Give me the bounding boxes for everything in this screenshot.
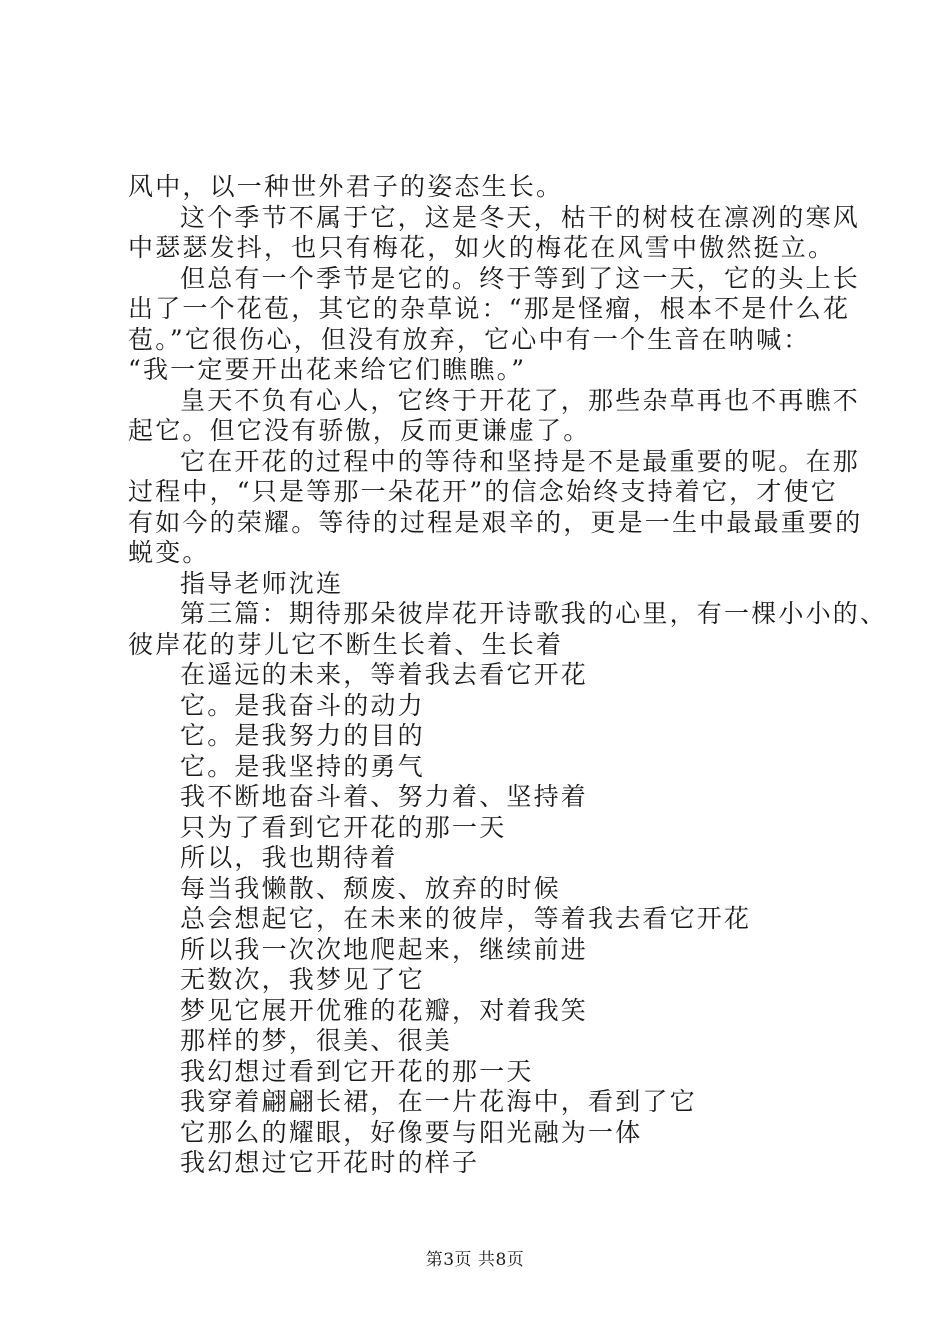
text-line: 它。是我坚持的勇气	[180, 751, 425, 781]
text-line: 我幻想过看到它开花的那一天	[180, 1056, 534, 1086]
text-line: 指导老师沈连	[180, 568, 344, 598]
text-line: 在遥远的未来，等着我去看它开花	[180, 660, 589, 689]
text-line: 它。是我努力的目的	[180, 721, 425, 750]
text-line: “我一定要开出花来给它们瞧瞧。”	[128, 355, 527, 384]
text-line: 梦见它展开优雅的花瓣，对着我笑	[180, 995, 589, 1025]
text-line: 那样的梦，很美、很美	[180, 1026, 453, 1055]
text-line: 皇天不负有心人，它终于开花了，那些杂草再也不再瞧不	[180, 385, 861, 415]
text-line: 所以我一次次地爬起来，继续前进	[180, 934, 589, 964]
text-line: 苞。”它很伤心，但没有放弃，它心中有一个生音在呐喊：	[128, 324, 811, 354]
text-line: 它那么的耀眼，好像要与阳光融为一体	[180, 1117, 643, 1147]
text-line: 每当我懒散、颓废、放弃的时候	[180, 873, 561, 903]
text-line: 中瑟瑟发抖，也只有梅花，如火的梅花在风雪中傲然挺立。	[128, 233, 836, 262]
text-line: 有如今的荣耀。等待的过程是艰辛的，更是一生中最最重要的	[128, 507, 863, 537]
text-line: 所以，我也期待着	[180, 843, 398, 872]
text-line: 过程中，“只是等那一朵花开”的信念始终支持着它，才使它	[128, 477, 838, 506]
text-line: 出了一个花苞，其它的杂草说：“那是怪瘤，根本不是什么花	[128, 294, 851, 323]
text-line: 我不断地奋斗着、努力着、坚持着	[180, 782, 589, 811]
page-footer: 第3页 共8页	[425, 1250, 525, 1270]
text-line: 起它。但它没有骄傲，反而更谦虚了。	[128, 416, 591, 445]
text-line: 它在开花的过程中的等待和坚持是不是最重要的呢。在那	[180, 446, 861, 476]
text-line: 我穿着翩翩长裙，在一片花海中，看到了它	[180, 1087, 697, 1116]
text-line: 第三篇：期待那朵彼岸花开诗歌我的心里，有一棵小小的、	[180, 599, 888, 628]
text-line: 只为了看到它开花的那一天	[180, 812, 507, 842]
text-line: 但总有一个季节是它的。终于等到了这一天，它的头上长	[180, 263, 861, 293]
text-line: 总会想起它，在未来的彼岸，等着我去看它开花	[180, 904, 752, 933]
text-line: 无数次，我梦见了它	[180, 965, 425, 994]
document-body	[128, 172, 888, 1179]
text-line: 它。是我奋斗的动力	[180, 690, 425, 720]
text-line: 这个季节不属于它，这是冬天，枯干的树枝在凛冽的寒风	[180, 202, 861, 232]
text-line: 我幻想过它开花时的样子	[180, 1148, 480, 1177]
text-line: 风中，以一种世外君子的姿态生长。	[128, 172, 564, 201]
text-line: 彼岸花的芽儿它不断生长着、生长着	[128, 629, 564, 659]
text-line: 蜕变。	[128, 538, 210, 567]
